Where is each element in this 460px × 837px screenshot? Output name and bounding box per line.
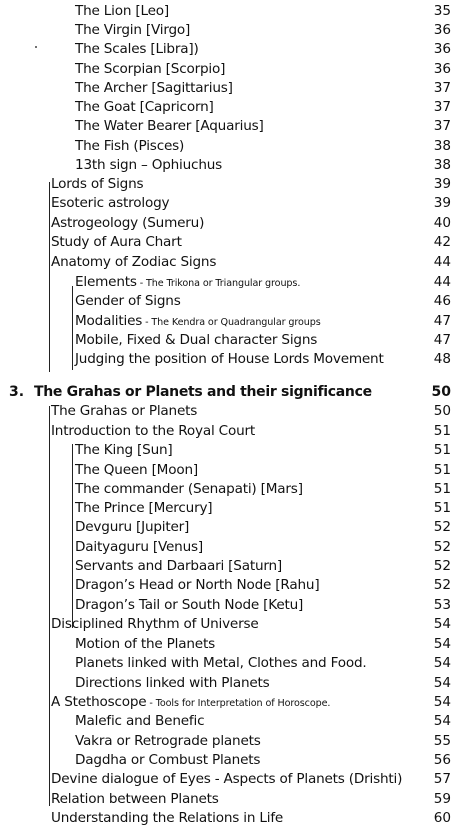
chapter-number: 3. [9,384,25,400]
page-number: 40 [433,215,451,231]
entry-title-text: Judging the position of House Lords Movement [75,351,384,367]
page-number: 56 [433,752,451,768]
entry-title [51,790,219,809]
entry-title [75,712,204,731]
entry-title-text: Relation between Planets [51,791,219,807]
page-number: 51 [433,442,451,458]
entry-title [75,518,189,537]
entry-title-text: Disciplined Rhythm of Universe [51,616,259,632]
toc-entry [0,576,460,595]
page-number: 54 [433,694,451,710]
entry-title [75,596,303,615]
page-number: 51 [433,500,451,516]
page-number: 52 [433,539,451,555]
toc-entry [0,557,460,576]
entry-title-text: The Grahas or Planets and their significance [34,384,372,400]
entry-title-text: The King [Sun] [75,442,173,458]
entry-title [75,654,367,673]
entry-title-text: Understanding the Relations in Life [51,810,284,826]
chapter-heading [0,383,460,402]
entry-title-text: Astrogeology (Sumeru) [51,215,205,231]
entry-subtitle-note: - The Kendra or Quadrangular groups [142,317,321,328]
page-number: 54 [433,713,451,729]
entry-title-text: Elements [75,274,137,290]
entry-title [51,615,259,634]
toc-entry [0,441,460,460]
page-number: 36 [433,41,451,57]
entry-title-text: Vakra or Retrograde planets [75,733,261,749]
page-number: 54 [433,616,451,632]
entry-title [51,402,197,421]
entry-title [75,674,270,693]
entry-title [75,292,181,311]
entry-title-text: Planets linked with Metal, Clothes and Food. [75,655,367,671]
toc-entry [0,732,460,751]
entry-title [75,557,282,576]
page-number: 53 [433,597,451,613]
entry-title [51,253,216,272]
page-number: 54 [433,655,451,671]
toc-entry [0,615,460,634]
page-number: 55 [433,733,451,749]
entry-title-text: Devine dialogue of Eyes - Aspects of Planets (Drishti) [51,771,403,787]
entry-title [51,233,182,252]
entry-title [51,214,204,233]
page-number: 54 [433,675,451,691]
entry-title-text: A Stethoscope [51,694,147,710]
entry-title [75,732,261,751]
entry-title [75,98,214,117]
entry-title [75,2,169,21]
page-number: 37 [433,99,451,115]
entry-title [75,331,317,350]
entry-title [75,117,264,136]
page-number: 44 [433,274,451,290]
page-number: 59 [433,791,451,807]
page-number: 60 [433,810,451,826]
entry-title [51,422,255,441]
toc-entry [0,194,460,213]
toc-entry [0,422,460,441]
toc-entry [0,635,460,654]
page-number: 36 [433,61,451,77]
entry-title-text: Mobile, Fixed & Dual character Signs [75,332,318,348]
page-number: 42 [433,234,451,250]
page-number: 37 [433,118,451,134]
entry-title-text: Servants and Darbaari [Saturn] [75,558,283,574]
toc-entry [0,350,460,369]
entry-title [75,480,303,499]
entry-subtitle-note: - Tools for Interpretation of Horoscope. [146,698,331,709]
page-number: 52 [433,519,451,535]
entry-title-text: Dragon’s Tail or South Node [Ketu] [75,597,304,613]
toc-entry [0,480,460,499]
entry-title [75,635,215,654]
entry-title-text: Anatomy of Zodiac Signs [51,254,217,270]
page-number: 51 [433,481,451,497]
entry-title [51,693,330,713]
page-number: 39 [433,176,451,192]
entry-title-text: Modalities [75,313,143,329]
entry-title [75,156,222,175]
page-number: 44 [433,254,451,270]
toc-entry [0,117,460,136]
toc-entry [0,712,460,731]
page-number: 36 [433,22,451,38]
entry-title [75,441,173,460]
entry-title-text: Motion of the Planets [75,636,215,652]
page-number: 48 [433,351,451,367]
toc-entry [0,175,460,194]
page-number: 38 [433,157,451,173]
entry-title [75,538,203,557]
entry-title [75,137,184,156]
entry-title-text: Study of Aura Chart [51,234,182,250]
entry-title [75,461,198,480]
toc-entry [0,809,460,828]
entry-title-text: The commander (Senapati) [Mars] [75,481,303,497]
entry-title-text: The Water Bearer [Aquarius] [75,118,264,134]
toc-entry [0,79,460,98]
entry-title [75,751,260,770]
page-number: 47 [433,332,451,348]
entry-title-text: The Scorpian [Scorpio] [75,61,226,77]
entry-title-text: The Queen [Moon] [75,462,198,478]
entry-title-text: 13th sign – Ophiuchus [75,157,223,173]
entry-title-text: Dagdha or Combust Planets [75,752,261,768]
page-number: 38 [433,138,451,154]
toc-entry [0,233,460,252]
toc-entry [0,674,460,693]
entry-title [75,60,225,79]
entry-title-text: The Goat [Capricorn] [75,99,214,115]
toc-entry [0,253,460,272]
entry-title-text: Directions linked with Planets [75,675,270,691]
toc-entry [0,693,460,712]
entry-title-text: Daityaguru [Venus] [75,539,203,555]
toc-entry [0,461,460,480]
entry-subtitle-note: - The Trikona or Triangular groups. [136,278,301,289]
entry-title-text: Lords of Signs [51,176,144,192]
entry-title-text: The Fish (Pisces) [75,138,185,154]
entry-title [75,21,190,40]
entry-title-text: The Archer [Sagittarius] [75,80,233,96]
entry-title-text: The Virgin [Virgo] [75,22,191,38]
entry-title [75,576,319,595]
entry-title-text: The Prince [Mercury] [75,500,213,516]
page-number: 46 [433,293,451,309]
toc-entry [0,312,460,331]
entry-title-text: The Grahas or Planets [51,403,198,419]
toc-entry [0,499,460,518]
entry-title-text: Gender of Signs [75,293,181,309]
toc-entry [0,2,460,21]
toc-entry [0,654,460,673]
page-number: 51 [433,462,451,478]
toc-entry [0,214,460,233]
entry-title [51,809,283,828]
toc-entry [0,770,460,789]
page-number: 37 [433,80,451,96]
entry-title [75,40,199,59]
toc-entry [0,98,460,117]
entry-title [75,79,233,98]
page-number: 54 [433,636,451,652]
toc-entry [0,40,460,59]
toc-entry [0,331,460,350]
toc-entry [0,538,460,557]
toc-entry [0,137,460,156]
entry-title-text: Introduction to the Royal Court [51,423,256,439]
entry-title [75,350,384,369]
page-number: 47 [433,313,451,329]
page-number: 52 [433,558,451,574]
toc-entry [0,156,460,175]
entry-title-text: Malefic and Benefic [75,713,205,729]
toc-entry [0,60,460,79]
entry-title [75,273,300,293]
page-number: 52 [433,577,451,593]
entry-title-text: Dragon’s Head or North Node [Rahu] [75,577,320,593]
entry-title [51,194,169,213]
page-number: 51 [433,423,451,439]
entry-title-text: Devguru [Jupiter] [75,519,190,535]
entry-title [51,175,143,194]
toc-entry [0,273,460,292]
entry-title [75,312,321,332]
toc-entry [0,402,460,421]
entry-title [75,499,212,518]
page-number: 39 [433,195,451,211]
toc-entry [0,596,460,615]
page-number: 35 [433,3,451,19]
entry-title-text: The Lion [Leo] [75,3,170,19]
page-number: 57 [433,771,451,787]
toc-entry [0,518,460,537]
page-number: 50 [433,403,451,419]
page-number: 50 [431,384,451,400]
entry-title-text: The Scales [Libra]) [75,41,199,57]
entry-title-text: Esoteric astrology [51,195,170,211]
toc-entry [0,790,460,809]
toc-entry [0,751,460,770]
toc-entry [0,21,460,40]
toc-entry [0,292,460,311]
entry-title [34,383,372,402]
entry-title [51,770,402,789]
